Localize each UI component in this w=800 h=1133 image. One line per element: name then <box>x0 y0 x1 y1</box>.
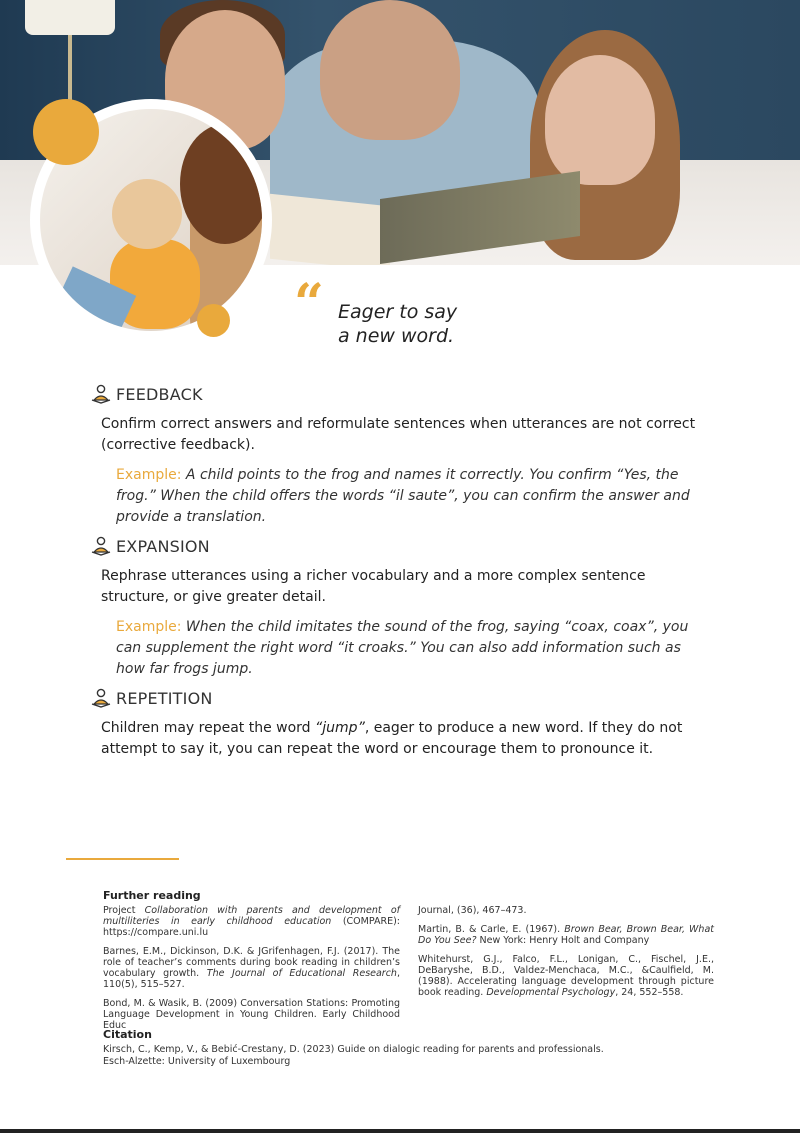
section-heading-feedback: FEEDBACK <box>90 383 203 405</box>
reference: Whitehurst, G.J., Falco, F.L., Lonigan, C., Fischel, J.E., DeBaryshe, B.D., Valdez-Menchaca, M.C., &Caulfield, M. (1988). Accelerating language development through picture book reading. Developmental Psychology, 24, 552–558. <box>418 954 714 998</box>
reading-person-icon <box>90 383 112 405</box>
expansion-example: Example: When the child imitates the sound of the frog, saying “coax, coax”, you can supplement the right word “it croaks.” You can also add information such as how far frogs jump. <box>116 619 689 677</box>
section-heading-expansion: EXPANSION <box>90 535 210 557</box>
feedback-body: Confirm correct answers and reformulate sentences when utterances are not correct (corrective feedback). <box>101 416 696 453</box>
reference: Martin, B. & Carle, E. (1967). Brown Bear, Brown Bear, What Do You See? New York: Henry Holt and Company <box>418 924 714 946</box>
expansion-body: Rephrase utterances using a richer vocabulary and a more complex sentence structure, or give greater detail. <box>101 568 646 605</box>
citation-title: Citation <box>103 1028 152 1041</box>
quote-mark-icon: “ <box>294 273 324 334</box>
repetition-body: Children may repeat the word “jump”, eager to produce a new word. If they do not attempt to say it, you can repeat the word or encourage them to pronounce it. <box>101 720 683 757</box>
references-column-2 <box>418 905 714 1006</box>
reading-person-icon <box>90 535 112 557</box>
references-column-1 <box>103 905 400 1039</box>
divider <box>66 858 179 860</box>
reading-person-icon <box>90 687 112 709</box>
reference: Barnes, E.M., Dickinson, D.K. & JGrifenhagen, F.J. (2017). The role of teacher’s comments during book reading in children’s vocabulary growth. The Journal of Educational Research, 110(5), 515–527. <box>103 946 400 990</box>
lamp <box>25 0 115 35</box>
feedback-example: Example: A child points to the frog and names it correctly. You confirm “Yes, the frog.” When the child offers the words “il saute”, you can confirm the answer and provide a translation. <box>116 467 690 525</box>
reference: Journal, (36), 467–473. <box>418 905 527 916</box>
pull-quote: Eager to say a new word. <box>338 301 458 347</box>
decorative-dot-large <box>33 99 99 165</box>
section-heading-repetition: REPETITION <box>90 687 213 709</box>
citation-text: Kirsch, C., Kemp, V., & Bebić-Crestany, D. (2023) Guide on dialogic reading for parents and professionals. Esch-Alzette: University of Luxembourg <box>103 1044 604 1067</box>
page-bottom-edge <box>0 1129 800 1133</box>
further-reading-title: Further reading <box>103 889 201 902</box>
decorative-dot-small <box>197 304 230 337</box>
reference: Bond, M. & Wasik, B. (2009) Conversation Stations: Promoting Language Development in Young Children. Early Childhood Educ <box>103 998 400 1031</box>
reference: Project Collaboration with parents and development of multiliteries in early childhood education (COMPARE): https://compare.uni.lu <box>103 905 400 938</box>
